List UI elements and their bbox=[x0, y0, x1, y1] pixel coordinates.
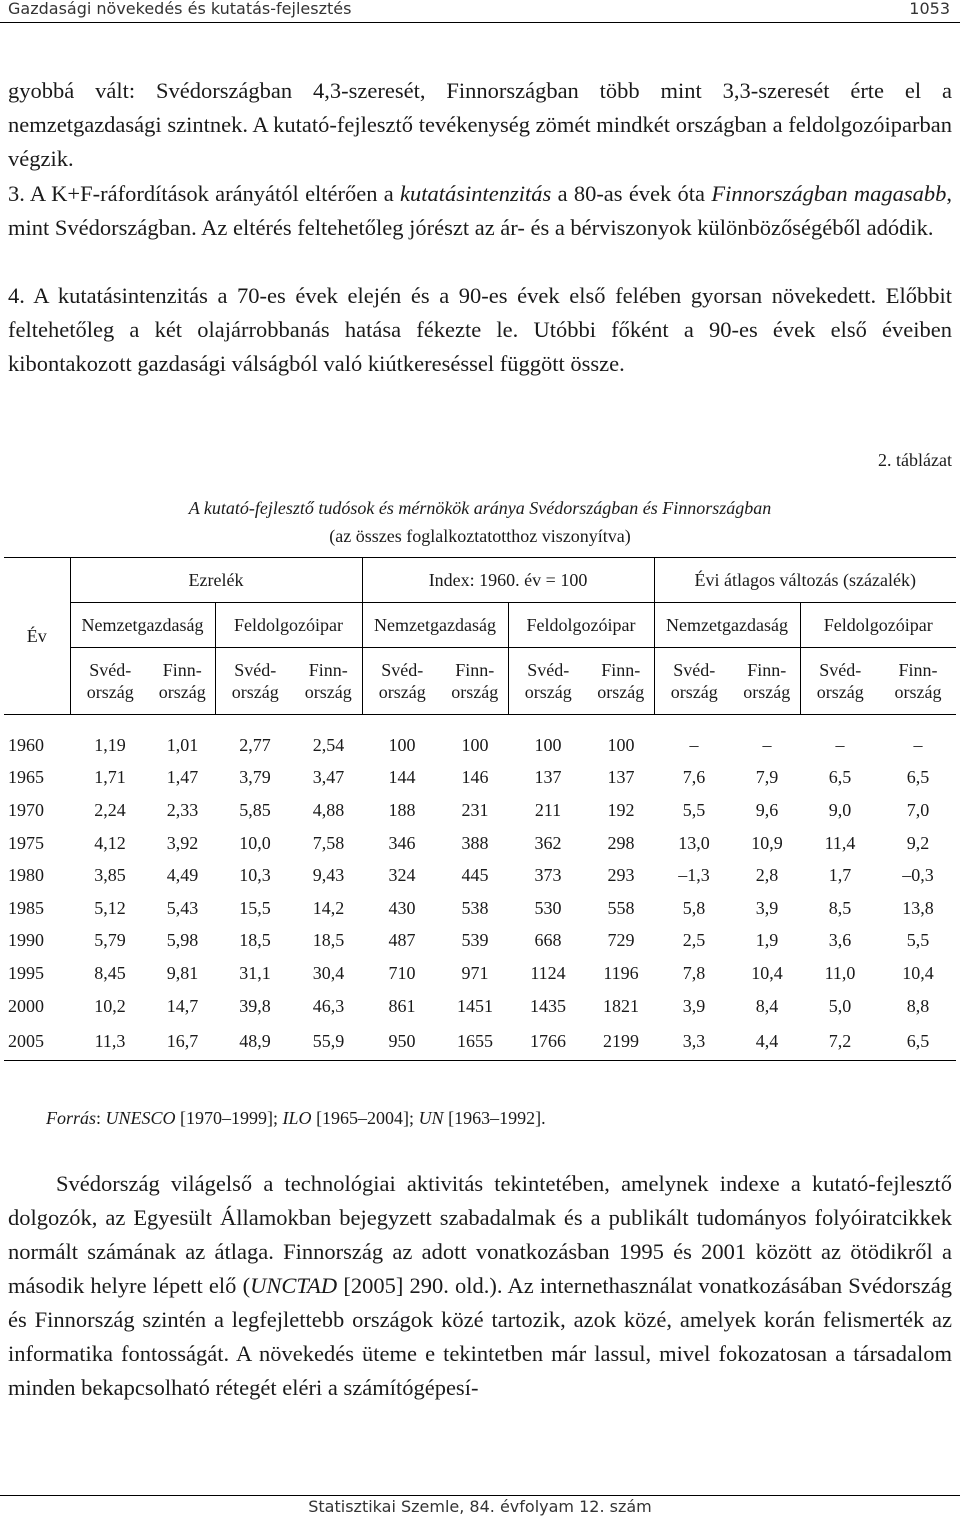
paragraph-2 bbox=[8, 177, 952, 245]
country-header-bottom: ország bbox=[670, 682, 718, 702]
country-header bbox=[800, 648, 880, 715]
country-header-top: Finn- bbox=[747, 660, 787, 680]
value-cell: 2,5 bbox=[682, 930, 706, 951]
table-source bbox=[46, 1108, 546, 1129]
value-cell: –0,3 bbox=[902, 865, 934, 886]
paragraph-4 bbox=[8, 1167, 952, 1405]
country-header bbox=[588, 648, 654, 715]
country-header-bottom: ország bbox=[86, 682, 134, 702]
value-cell: 48,9 bbox=[215, 1022, 295, 1061]
value-cell: 3,6 bbox=[828, 930, 852, 951]
value-cell: 2,24 bbox=[94, 799, 126, 820]
value-cell: 2199 bbox=[588, 1022, 654, 1061]
data-table bbox=[4, 557, 956, 1061]
sector-header: Nemzetgazdaság bbox=[654, 603, 800, 648]
source-ilo: ILO bbox=[282, 1108, 312, 1128]
value-cell: 861 bbox=[388, 995, 416, 1016]
country-header bbox=[150, 648, 215, 715]
value-cell: 9,43 bbox=[312, 865, 345, 886]
country-header-bottom: ország bbox=[378, 682, 426, 702]
value-cell: 10,3 bbox=[239, 865, 271, 886]
value-cell: 971 bbox=[461, 962, 489, 983]
country-header-top: Finn- bbox=[601, 660, 641, 680]
value-cell: 1,9 bbox=[755, 930, 779, 951]
value-cell: 100 bbox=[534, 734, 562, 755]
value-cell: 6,5 bbox=[828, 767, 852, 788]
year-cell: 2000 bbox=[8, 995, 44, 1016]
citation-unctad: UNCTAD bbox=[250, 1273, 338, 1298]
value-cell: 5,12 bbox=[94, 897, 126, 918]
value-cell: 729 bbox=[607, 930, 635, 951]
value-cell: 18,5 bbox=[239, 930, 271, 951]
value-cell: 11,0 bbox=[824, 962, 856, 983]
value-cell: 15,5 bbox=[239, 897, 271, 918]
value-cell: 4,49 bbox=[166, 865, 199, 886]
value-cell: 6,5 bbox=[880, 1022, 956, 1061]
value-cell: 46,3 bbox=[312, 995, 345, 1016]
country-header-top: Svéd- bbox=[527, 660, 570, 680]
table-row bbox=[4, 957, 956, 990]
value-cell: – bbox=[689, 734, 699, 755]
header-row-groups bbox=[4, 558, 956, 603]
value-cell: 8,8 bbox=[906, 995, 930, 1016]
value-cell: 3,92 bbox=[166, 832, 199, 853]
value-cell: 10,4 bbox=[902, 962, 934, 983]
value-cell: 1196 bbox=[603, 962, 639, 983]
value-cell: 18,5 bbox=[312, 930, 345, 951]
country-header bbox=[880, 648, 956, 715]
country-header-bottom: ország bbox=[158, 682, 206, 702]
table-row bbox=[4, 925, 956, 958]
table-row bbox=[4, 990, 956, 1023]
emphasis-finnorszagban: Finnországban magasabb bbox=[711, 181, 947, 206]
value-cell: 10,0 bbox=[239, 832, 271, 853]
value-cell: 2,8 bbox=[755, 865, 779, 886]
country-header-top: Finn- bbox=[455, 660, 495, 680]
value-cell: 10,9 bbox=[751, 832, 783, 853]
term-kutatasintenzitas: kutatásintenzitás bbox=[400, 181, 552, 206]
value-cell: 3,79 bbox=[239, 767, 271, 788]
value-cell: 293 bbox=[607, 865, 635, 886]
value-cell: 2,33 bbox=[166, 799, 199, 820]
country-header-bottom: ország bbox=[231, 682, 279, 702]
country-header bbox=[295, 648, 362, 715]
value-cell: 31,1 bbox=[239, 962, 271, 983]
value-cell: 2,77 bbox=[239, 734, 271, 755]
value-cell: 11,3 bbox=[70, 1022, 150, 1061]
country-header-bottom: ország bbox=[597, 682, 645, 702]
paragraph-2-text-b: a 80-as évek óta bbox=[551, 181, 712, 206]
source-label: Forrás bbox=[46, 1108, 97, 1128]
sector-header: Feldolgozóipar bbox=[800, 603, 956, 648]
table-row bbox=[4, 892, 956, 925]
country-header-bottom: ország bbox=[816, 682, 864, 702]
value-cell: 8,45 bbox=[94, 962, 126, 983]
value-cell: 100 bbox=[607, 734, 635, 755]
value-cell: 9,81 bbox=[166, 962, 199, 983]
source-un: UN bbox=[418, 1108, 444, 1128]
value-cell: 558 bbox=[607, 897, 635, 918]
table-row bbox=[4, 762, 956, 795]
value-cell: 7,6 bbox=[682, 767, 706, 788]
group-header-ezrelek: Ezrelék bbox=[70, 558, 362, 603]
value-cell: 231 bbox=[461, 799, 489, 820]
table-row bbox=[4, 729, 956, 762]
value-cell: 1,47 bbox=[166, 767, 199, 788]
year-cell: 1980 bbox=[8, 865, 44, 886]
paragraph-4-text-a: Svédország világelső a technológiai aktivitás tekintetében, amelynek indexe a kutató-fejlesztő dolgozók, az Egyesült Államokban bejegyzett szabadalmak és a publikált tudományos folyóiratcikkek normált számának az átlaga. Finnország az adott vonatkozásban 1995 és 2001 között az ötödikről a második helyre lépett elő ( bbox=[8, 1171, 952, 1298]
value-cell: 4,12 bbox=[94, 832, 126, 853]
value-cell: 373 bbox=[534, 865, 562, 886]
value-cell: 11,4 bbox=[824, 832, 856, 853]
value-cell: 39,8 bbox=[239, 995, 271, 1016]
value-cell: – bbox=[835, 734, 845, 755]
value-cell: 7,8 bbox=[682, 962, 706, 983]
country-header bbox=[734, 648, 800, 715]
value-cell: 5,98 bbox=[166, 930, 199, 951]
value-cell: 539 bbox=[461, 930, 489, 951]
value-cell: 1655 bbox=[442, 1022, 508, 1061]
value-cell: 668 bbox=[534, 930, 562, 951]
value-cell: 7,58 bbox=[312, 832, 345, 853]
value-cell: 14,7 bbox=[166, 995, 199, 1016]
country-header bbox=[70, 648, 150, 715]
value-cell: 430 bbox=[388, 897, 416, 918]
value-cell: 1124 bbox=[530, 962, 566, 983]
value-cell: 1,7 bbox=[828, 865, 852, 886]
table-row bbox=[4, 827, 956, 860]
sector-header: Feldolgozóipar bbox=[508, 603, 654, 648]
value-cell: 324 bbox=[388, 865, 416, 886]
table-title-line-2: (az összes foglalkoztatotthoz viszonyítva) bbox=[329, 526, 631, 546]
country-header-top: Svéd- bbox=[381, 660, 424, 680]
value-cell: 3,3 bbox=[654, 1022, 734, 1061]
value-cell: 3,9 bbox=[682, 995, 706, 1016]
paragraph-3-text: A kutatásintenzitás a 70-es évek elején és a 90-es évek első felében gyorsan növekedett. Előbbit feltehetőleg a két olajárrobbanás hatása fékezte le. Utóbbi főként a 90-es évek első éveiben kibontakozott gazdasági válságból való kiútkereséssel függött össze. bbox=[8, 283, 952, 376]
value-cell: 14,2 bbox=[312, 897, 345, 918]
table-title-line-1: A kutató-fejlesztő tudósok és mérnökök aránya Svédországban és Finnországban bbox=[188, 498, 772, 518]
paragraph-2-text-c: , mint Svédországban. Az eltérés feltehetőleg jórészt az ár- és a bérviszonyok különbözőségéből adódik. bbox=[8, 181, 952, 240]
paragraph-1: gyobbá vált: Svédországban 4,3-szeresét, Finnországban több mint 3,3-szeresét érte el a nemzetgazdasági szintnek. A kutató-fejlesztő tevékenység zömét mindkét országban a feldolgozóiparban végzik. bbox=[8, 78, 952, 171]
value-cell: 538 bbox=[461, 897, 489, 918]
value-cell: 1,19 bbox=[94, 734, 126, 755]
country-header bbox=[442, 648, 508, 715]
value-cell: 188 bbox=[388, 799, 416, 820]
value-cell: 5,5 bbox=[906, 930, 930, 951]
value-cell: 362 bbox=[534, 832, 562, 853]
value-cell: 5,0 bbox=[828, 995, 852, 1016]
sector-header: Nemzetgazdaság bbox=[362, 603, 508, 648]
value-cell: 445 bbox=[461, 865, 489, 886]
value-cell: 1,01 bbox=[166, 734, 199, 755]
source-range-3: [1963–1992]. bbox=[443, 1108, 546, 1128]
value-cell: 100 bbox=[388, 734, 416, 755]
value-cell: 7,2 bbox=[800, 1022, 880, 1061]
value-cell: 950 bbox=[362, 1022, 442, 1061]
sector-header: Nemzetgazdaság bbox=[70, 603, 215, 648]
paragraph-4-text-b: [2005] 290. old.). Az internethasználat vonatkozásában Svédország és Finnország szintén a legfejlettebb országok közé tartozik, azok közé, amelyek korán felismerték az informatika fontosságát. A növekedés üteme e tekintetben már lassul, mivel fokozatosan a társadalom minden bekapcsolható rétegét eléri a számítógépesí- bbox=[8, 1273, 953, 1400]
country-header-bottom: ország bbox=[451, 682, 499, 702]
value-cell: 1451 bbox=[457, 995, 493, 1016]
value-cell: 9,6 bbox=[755, 799, 779, 820]
value-cell: 3,47 bbox=[312, 767, 345, 788]
value-cell: 3,9 bbox=[755, 897, 779, 918]
value-cell: 8,4 bbox=[755, 995, 779, 1016]
source-range-2: [1965–2004]; bbox=[311, 1108, 419, 1128]
value-cell: 192 bbox=[607, 799, 635, 820]
value-cell: 487 bbox=[388, 930, 416, 951]
year-cell: 2005 bbox=[4, 1022, 70, 1061]
running-header bbox=[0, 0, 960, 23]
paragraph-3 bbox=[8, 279, 952, 381]
country-header bbox=[654, 648, 734, 715]
country-header-bottom: ország bbox=[524, 682, 572, 702]
country-header-bottom: ország bbox=[304, 682, 352, 702]
value-cell: 30,4 bbox=[312, 962, 345, 983]
value-cell: 137 bbox=[534, 767, 562, 788]
value-cell: 9,2 bbox=[906, 832, 930, 853]
value-cell: 13,8 bbox=[902, 897, 934, 918]
value-cell: 346 bbox=[388, 832, 416, 853]
year-cell: 1975 bbox=[8, 832, 44, 853]
value-cell: 1,71 bbox=[94, 767, 126, 788]
country-header bbox=[508, 648, 588, 715]
point-number-3: 3. bbox=[8, 181, 25, 206]
country-header-top: Finn- bbox=[898, 660, 938, 680]
running-footer: Statisztikai Szemle, 84. évfolyam 12. szám bbox=[0, 1495, 960, 1520]
value-cell: 3,85 bbox=[94, 865, 126, 886]
country-header-bottom: ország bbox=[743, 682, 791, 702]
value-cell: 5,85 bbox=[239, 799, 271, 820]
value-cell: 7,0 bbox=[906, 799, 930, 820]
paragraph-2-text-a: A K+F-ráfordítások arányától eltérően a bbox=[24, 181, 401, 206]
value-cell: 4,88 bbox=[312, 799, 345, 820]
value-cell: 16,7 bbox=[150, 1022, 215, 1061]
header-row-sectors bbox=[4, 603, 956, 648]
value-cell: 5,43 bbox=[166, 897, 199, 918]
sector-header: Feldolgozóipar bbox=[215, 603, 362, 648]
country-header-top: Svéd- bbox=[819, 660, 862, 680]
value-cell: 137 bbox=[607, 767, 635, 788]
source-range-1: [1970–1999]; bbox=[175, 1108, 283, 1128]
value-cell: –1,3 bbox=[678, 865, 710, 886]
value-cell: 6,5 bbox=[906, 767, 930, 788]
value-cell: 388 bbox=[461, 832, 489, 853]
value-cell: 530 bbox=[534, 897, 562, 918]
year-cell: 1995 bbox=[8, 962, 44, 983]
country-header-top: Svéd- bbox=[89, 660, 132, 680]
value-cell: 8,5 bbox=[828, 897, 852, 918]
value-cell: 298 bbox=[607, 832, 635, 853]
year-header: Év bbox=[4, 558, 70, 715]
value-cell: 211 bbox=[534, 799, 562, 820]
country-header bbox=[362, 648, 442, 715]
value-cell: 5,5 bbox=[682, 799, 706, 820]
value-cell: 1435 bbox=[530, 995, 566, 1016]
table-label: 2. táblázat bbox=[878, 450, 952, 470]
year-cell: 1960 bbox=[8, 734, 44, 755]
value-cell: 146 bbox=[461, 767, 489, 788]
table-row bbox=[4, 859, 956, 892]
value-cell: 144 bbox=[388, 767, 416, 788]
source-sep: : bbox=[96, 1108, 106, 1128]
group-header-change: Évi átlagos változás (százalék) bbox=[654, 558, 956, 603]
header-row-countries bbox=[4, 648, 956, 715]
group-header-index: Index: 1960. év = 100 bbox=[362, 558, 654, 603]
country-header bbox=[215, 648, 295, 715]
value-cell: 100 bbox=[461, 734, 489, 755]
country-header-top: Svéd- bbox=[673, 660, 716, 680]
year-cell: 1990 bbox=[8, 930, 44, 951]
table-title bbox=[0, 494, 960, 550]
value-cell: 9,0 bbox=[828, 799, 852, 820]
value-cell: – bbox=[913, 734, 923, 755]
point-number-4: 4. bbox=[8, 283, 25, 308]
value-cell: 710 bbox=[388, 962, 416, 983]
year-cell: 1965 bbox=[8, 767, 44, 788]
value-cell: 1821 bbox=[603, 995, 639, 1016]
value-cell: 55,9 bbox=[295, 1022, 362, 1061]
value-cell: – bbox=[762, 734, 772, 755]
country-header-bottom: ország bbox=[894, 682, 942, 702]
value-cell: 5,79 bbox=[94, 930, 126, 951]
source-unesco: UNESCO bbox=[105, 1108, 176, 1128]
running-title: Gazdasági növekedés és kutatás-fejlesztés bbox=[8, 0, 352, 18]
value-cell: 7,9 bbox=[755, 767, 779, 788]
country-header-top: Finn- bbox=[308, 660, 348, 680]
country-header-top: Svéd- bbox=[234, 660, 277, 680]
value-cell: 1766 bbox=[508, 1022, 588, 1061]
value-cell: 13,0 bbox=[678, 832, 710, 853]
value-cell: 10,2 bbox=[94, 995, 126, 1016]
value-cell: 5,8 bbox=[682, 897, 706, 918]
table-row bbox=[4, 794, 956, 827]
value-cell: 4,4 bbox=[734, 1022, 800, 1061]
table-row bbox=[4, 1022, 956, 1061]
year-cell: 1985 bbox=[8, 897, 44, 918]
value-cell: 2,54 bbox=[312, 734, 345, 755]
year-cell: 1970 bbox=[8, 799, 44, 820]
value-cell: 10,4 bbox=[751, 962, 783, 983]
country-header-top: Finn- bbox=[162, 660, 202, 680]
page-number: 1053 bbox=[909, 0, 950, 18]
